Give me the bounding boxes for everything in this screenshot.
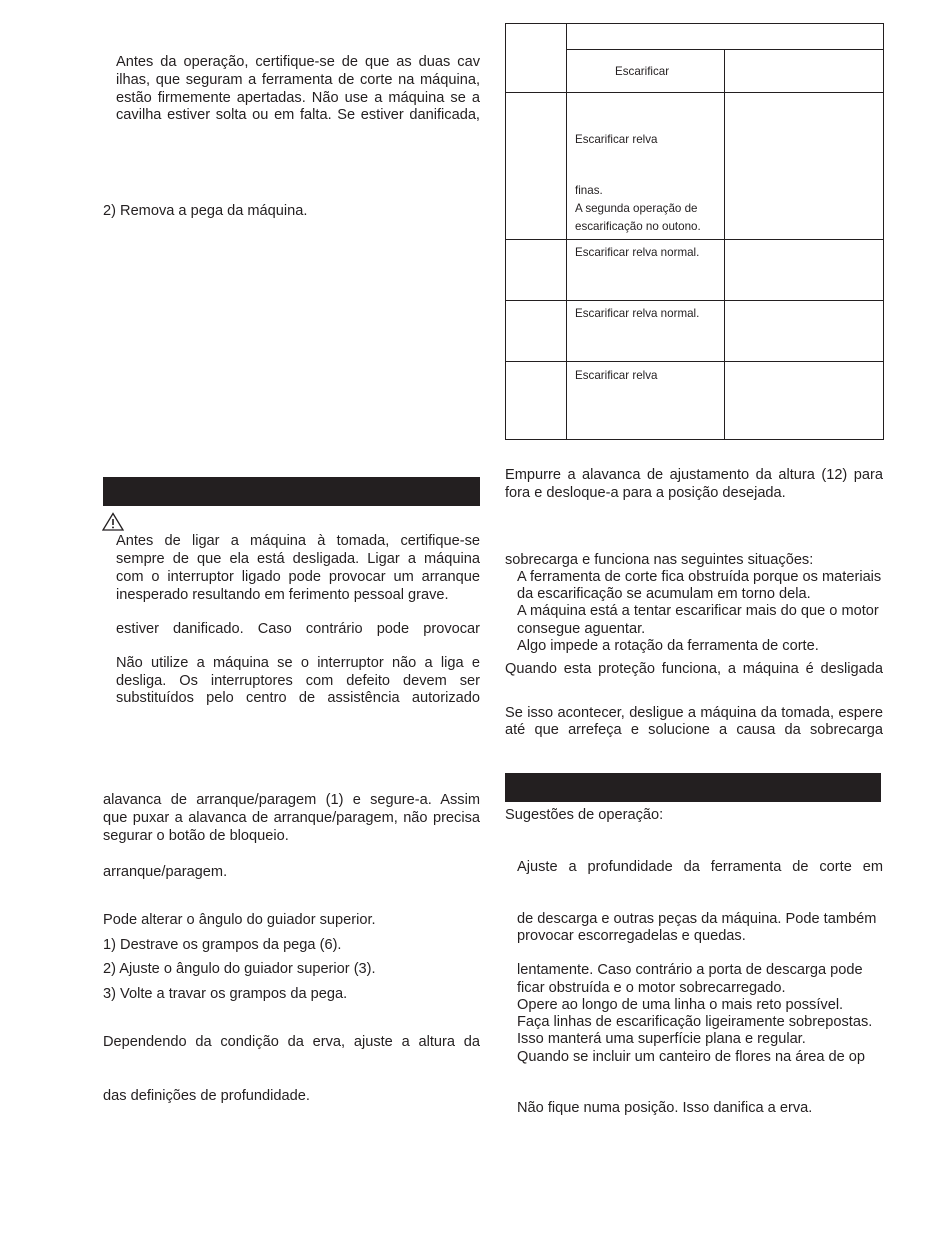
tip-1: Ajuste a profundidade da ferramenta de corte em xyxy=(517,859,883,875)
start-para-line1: alavanca de arranque/paragem (1) e segure-a. Assim xyxy=(103,792,480,808)
tip-2-line2: provocar escorregadelas e quedas. xyxy=(517,928,746,944)
table-row4-line1: Escarificar relva xyxy=(575,369,658,382)
table-header-subcell: Escarificar xyxy=(615,65,670,78)
depth-line2: das definições de profundidade. xyxy=(103,1088,310,1104)
handle-angle-step1: 1) Destrave os grampos da pega (6). xyxy=(103,937,342,953)
warning-p3-line1: Não utilize a máquina se o interruptor não a liga e xyxy=(116,655,480,671)
table-row1-line2: finas. xyxy=(575,184,603,197)
warning-p1-line1: Antes de ligar a máquina à tomada, certifique-se xyxy=(116,533,480,549)
warning-p1-line3: com o interruptor ligado pode provocar um arranque xyxy=(116,569,480,585)
overload-item3: Algo impede a rotação da ferramenta de corte. xyxy=(517,638,819,654)
overload-item2-line2: consegue aguentar. xyxy=(517,621,646,637)
before-operation-line4: cavilha estiver solta ou em falta. Se estiver danificada, xyxy=(116,107,480,123)
table-row2-line1: Escarificar relva normal. xyxy=(575,246,700,259)
before-operation-line2: ilhas, que seguram a ferramenta de corte na máquina, xyxy=(116,72,480,88)
stop-text: arranque/paragem. xyxy=(103,864,228,880)
lever-line1: Empurre a alavanca de ajustamento da altura (12) para xyxy=(505,467,883,483)
section-heading-bar xyxy=(103,477,480,506)
overload-intro: sobrecarga e funciona nas seguintes situações: xyxy=(505,552,814,568)
warning-p3-line3: substituídos pelo centro de assistência autorizado xyxy=(116,690,480,706)
overload-protect: Quando esta proteção funciona, a máquina é desligada xyxy=(505,661,883,677)
section-heading-bar-2 xyxy=(505,773,881,802)
overload-action-line1: Se isso acontecer, desligue a máquina da tomada, espere xyxy=(505,705,883,721)
tip-8: Não fique numa posição. Isso danifica a erva. xyxy=(517,1100,813,1116)
table-row1-line3: A segunda operação de xyxy=(575,202,698,215)
step-remove-handle: 2) Remova a pega da máquina. xyxy=(103,203,308,219)
tip-7: Quando se incluir um canteiro de flores na área de op xyxy=(517,1049,866,1065)
tips-heading: Sugestões de operação: xyxy=(505,807,664,823)
tip-3-line1: lentamente. Caso contrário a porta de descarga pode xyxy=(517,962,863,978)
lever-line2: fora e desloque-a para a posição desejada. xyxy=(505,485,786,501)
overload-item2-line1: A máquina está a tentar escarificar mais do que o motor xyxy=(517,603,879,619)
overload-action-line2: até que arrefeça e solucione a causa da sobrecarga xyxy=(505,722,883,738)
handle-angle-step3: 3) Volte a travar os grampos da pega. xyxy=(103,986,348,1002)
table-row1-line1: Escarificar relva xyxy=(575,133,658,146)
start-para-line2: que puxar a alavanca de arranque/paragem, não precisa xyxy=(103,810,480,826)
warning-p1-line4: inesperado resultando em ferimento pessoal grave. xyxy=(116,587,449,603)
tip-5: Faça linhas de escarificação ligeiramente sobrepostas. xyxy=(517,1014,873,1030)
handle-angle-intro: Pode alterar o ângulo do guiador superior. xyxy=(103,912,376,928)
tip-6: Isso manterá uma superfície plana e regular. xyxy=(517,1031,806,1047)
start-para-line3: segurar o botão de bloqueio. xyxy=(103,828,289,844)
warning-icon xyxy=(102,512,124,531)
warning-p2-line1: estiver danificado. Caso contrário pode provocar xyxy=(116,621,480,637)
overload-item1-line1: A ferramenta de corte fica obstruída porque os materiais xyxy=(517,569,882,585)
tip-3-line2: ficar obstruída e o motor sobrecarregado. xyxy=(517,980,786,996)
table-row3-line1: Escarificar relva normal. xyxy=(575,307,700,320)
overload-item1-line2: da escarificação se acumulam em torno dela. xyxy=(517,586,811,602)
tip-2-line1: de descarga e outras peças da máquina. Pode também xyxy=(517,911,877,927)
depth-line1: Dependendo da condição da erva, ajuste a altura da xyxy=(103,1034,480,1050)
handle-angle-step2: 2) Ajuste o ângulo do guiador superior (3). xyxy=(103,961,376,977)
warning-p3-line2: desliga. Os interruptores com defeito devem ser xyxy=(116,673,480,689)
before-operation-line3: estão firmemente apertadas. Não use a máquina se a xyxy=(116,90,480,106)
warning-p1-line2: sempre de que ela está desligada. Ligar a máquina xyxy=(116,551,480,567)
table-row1-line4: escarificação no outono. xyxy=(575,220,701,233)
tip-4: Opere ao longo de uma linha o mais reto possível. xyxy=(517,997,844,1013)
before-operation-line1: Antes da operação, certifique-se de que as duas cav xyxy=(116,54,480,70)
